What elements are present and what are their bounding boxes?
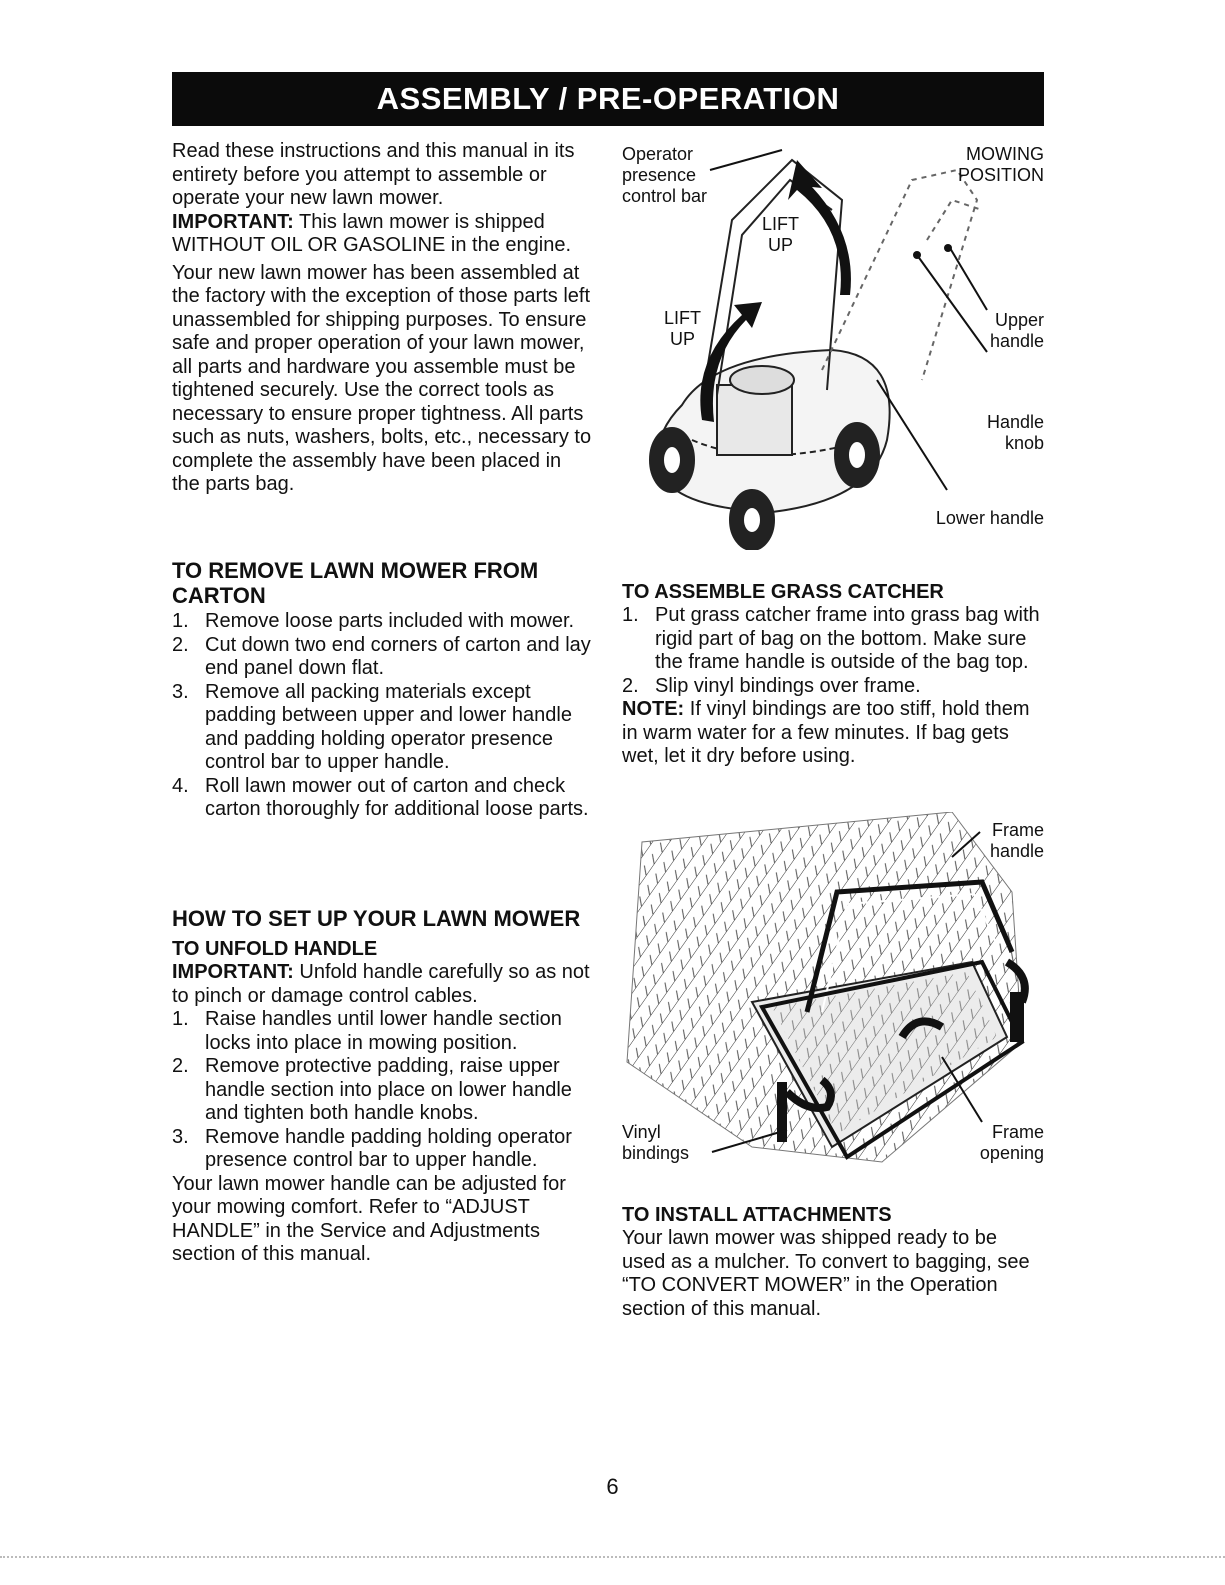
callout-line: control bar: [622, 186, 708, 206]
step-text: Roll lawn mower out of carton and check carton thoroughly for additional loose parts.: [205, 774, 589, 820]
remove-section: [172, 558, 592, 822]
step-number: 2.: [622, 674, 639, 697]
step-text: Remove protective padding, raise upper handle section into place on lower handle and tighten both handle knobs.: [205, 1055, 572, 1124]
step-text: Raise handles until lower handle section locks into place in mowing position.: [205, 1008, 562, 1054]
step-number: 2.: [172, 1055, 189, 1077]
setup-important-note: [172, 961, 592, 1008]
callout-line: Lower handle: [935, 508, 1044, 528]
list-item: [172, 1008, 592, 1055]
lift-up-label-left: [664, 308, 701, 350]
callout-line: handle: [989, 841, 1044, 861]
intro-paragraph-1: Read these instructions and this manual in its entirety before you attempt to assemble or operate your new lawn mower.: [172, 140, 575, 209]
remove-heading: TO REMOVE LAWN MOWER FROM CARTON: [172, 558, 539, 608]
callout-line: presence: [622, 165, 697, 185]
step-number: 2.: [172, 633, 189, 656]
step-text: Cut down two end corners of carton and lay end panel down flat.: [205, 633, 591, 679]
upper-handle-callout: [990, 310, 1044, 352]
setup-steps: [172, 1008, 592, 1173]
attachments-heading: TO INSTALL ATTACHMENTS: [622, 1204, 892, 1226]
callout-line: LIFT: [664, 308, 702, 328]
catcher-heading: TO ASSEMBLE GRASS CATCHER: [622, 581, 944, 603]
section-banner: [172, 72, 1044, 126]
intro-paragraph-2: Your new lawn mower has been assembled at the factory with the exception of those parts left unassembled for shipping purposes. To ensure safe and proper operation of your lawn mower, all parts and hardware you assemble must be tightened securely. Use the correct tools as necessary to ensure proper tightness. All parts such as nuts, washers, bolts, etc., necessary to complete the assembly have been placed in the parts bag.: [172, 261, 592, 495]
frame-opening-callout: [980, 1122, 1044, 1164]
callout-line: Upper: [994, 310, 1044, 330]
step-number: 4.: [172, 774, 189, 797]
list-item: [172, 610, 592, 634]
callout-line: handle: [989, 331, 1044, 351]
frame-handle-callout: [990, 820, 1044, 862]
callout-line: UP: [768, 235, 794, 255]
setup-section: [172, 906, 592, 1267]
callout-line: POSITION: [957, 165, 1044, 185]
list-item: [172, 1126, 592, 1173]
vinyl-bindings-callout: [622, 1122, 689, 1164]
step-text: Slip vinyl bindings over frame.: [655, 674, 921, 697]
list-item: [172, 1055, 592, 1126]
handle-knob-callout: [987, 412, 1044, 454]
list-item: [622, 675, 1044, 699]
scan-edge-divider: [0, 1556, 1225, 1558]
step-text: Remove loose parts included with mower.: [205, 610, 575, 632]
unfold-handle-subheading: TO UNFOLD HANDLE: [172, 938, 378, 960]
callout-line: opening: [979, 1143, 1044, 1163]
callout-line: LIFT: [762, 214, 800, 234]
grass-catcher-figure: [622, 812, 1044, 1174]
callout-line: UP: [670, 329, 696, 349]
list-item: [622, 604, 1044, 675]
grass-catcher-illustration: [622, 812, 1044, 1174]
catcher-note: [622, 698, 1044, 769]
handle-adjust-paragraph: Your lawn mower handle can be adjusted for your mowing comfort. Refer to “ADJUST HANDLE” in the Service and Adjustments section of this manual.: [172, 1172, 566, 1265]
important-label: IMPORTANT:: [172, 210, 294, 233]
catcher-section: [622, 580, 1044, 769]
step-text: Remove handle padding holding operator presence control bar to upper handle.: [205, 1125, 572, 1171]
remove-steps: [172, 610, 592, 822]
callout-line: Vinyl: [622, 1122, 661, 1142]
step-number: 1.: [172, 610, 189, 632]
attachments-text: Your lawn mower was shipped ready to be used as a mulcher. To convert to bagging, see “TO CONVERT MOWER” in the Operation section of this manual.: [622, 1227, 1030, 1320]
callout-line: Frame: [991, 820, 1044, 840]
important-text: Unfold handle carefully so as not to pinch or damage control cables.: [172, 961, 590, 1007]
section-title: ASSEMBLY / PRE-OPERATION: [376, 81, 840, 116]
step-number: 3.: [172, 680, 189, 703]
catcher-steps: [622, 604, 1044, 698]
attachments-section: [622, 1203, 1044, 1321]
important-note: [172, 211, 592, 258]
note-label: NOTE:: [622, 698, 685, 720]
step-text: Remove all packing materials except padding between upper and lower handle and padding holding operator presence control bar to upper handle.: [205, 680, 572, 773]
lower-handle-callout: [936, 508, 1044, 529]
note-text: If vinyl bindings are too stiff, hold them in warm water for a few minutes. If bag gets wet, let it dry before using.: [622, 698, 1030, 767]
important-text: This lawn mower is shipped WITHOUT OIL OR GASOLINE in the engine.: [172, 210, 572, 256]
lift-up-label-top: [762, 214, 799, 256]
list-item: [172, 775, 592, 822]
operator-bar-callout: [622, 144, 707, 207]
callout-line: Handle: [986, 412, 1044, 432]
setup-heading: HOW TO SET UP YOUR LAWN MOWER: [172, 906, 581, 931]
list-item: [172, 681, 592, 775]
mower-handle-figure: [622, 140, 1044, 550]
callout-line: Operator: [622, 144, 694, 164]
mowing-position-callout: [958, 144, 1044, 186]
list-item: [172, 634, 592, 681]
page-number: 6: [606, 1474, 619, 1499]
step-number: 1.: [622, 604, 639, 626]
step-number: 3.: [172, 1125, 189, 1148]
callout-line: bindings: [622, 1143, 690, 1163]
intro-block: [172, 140, 592, 497]
callout-line: knob: [1004, 433, 1044, 453]
step-text: Put grass catcher frame into grass bag with rigid part of bag on the bottom. Make sure the frame handle is outside of the bag top.: [655, 604, 1040, 673]
step-number: 1.: [172, 1008, 189, 1030]
important-label: IMPORTANT:: [172, 961, 294, 983]
callout-line: MOWING: [966, 144, 1044, 164]
callout-line: Frame: [991, 1122, 1044, 1142]
